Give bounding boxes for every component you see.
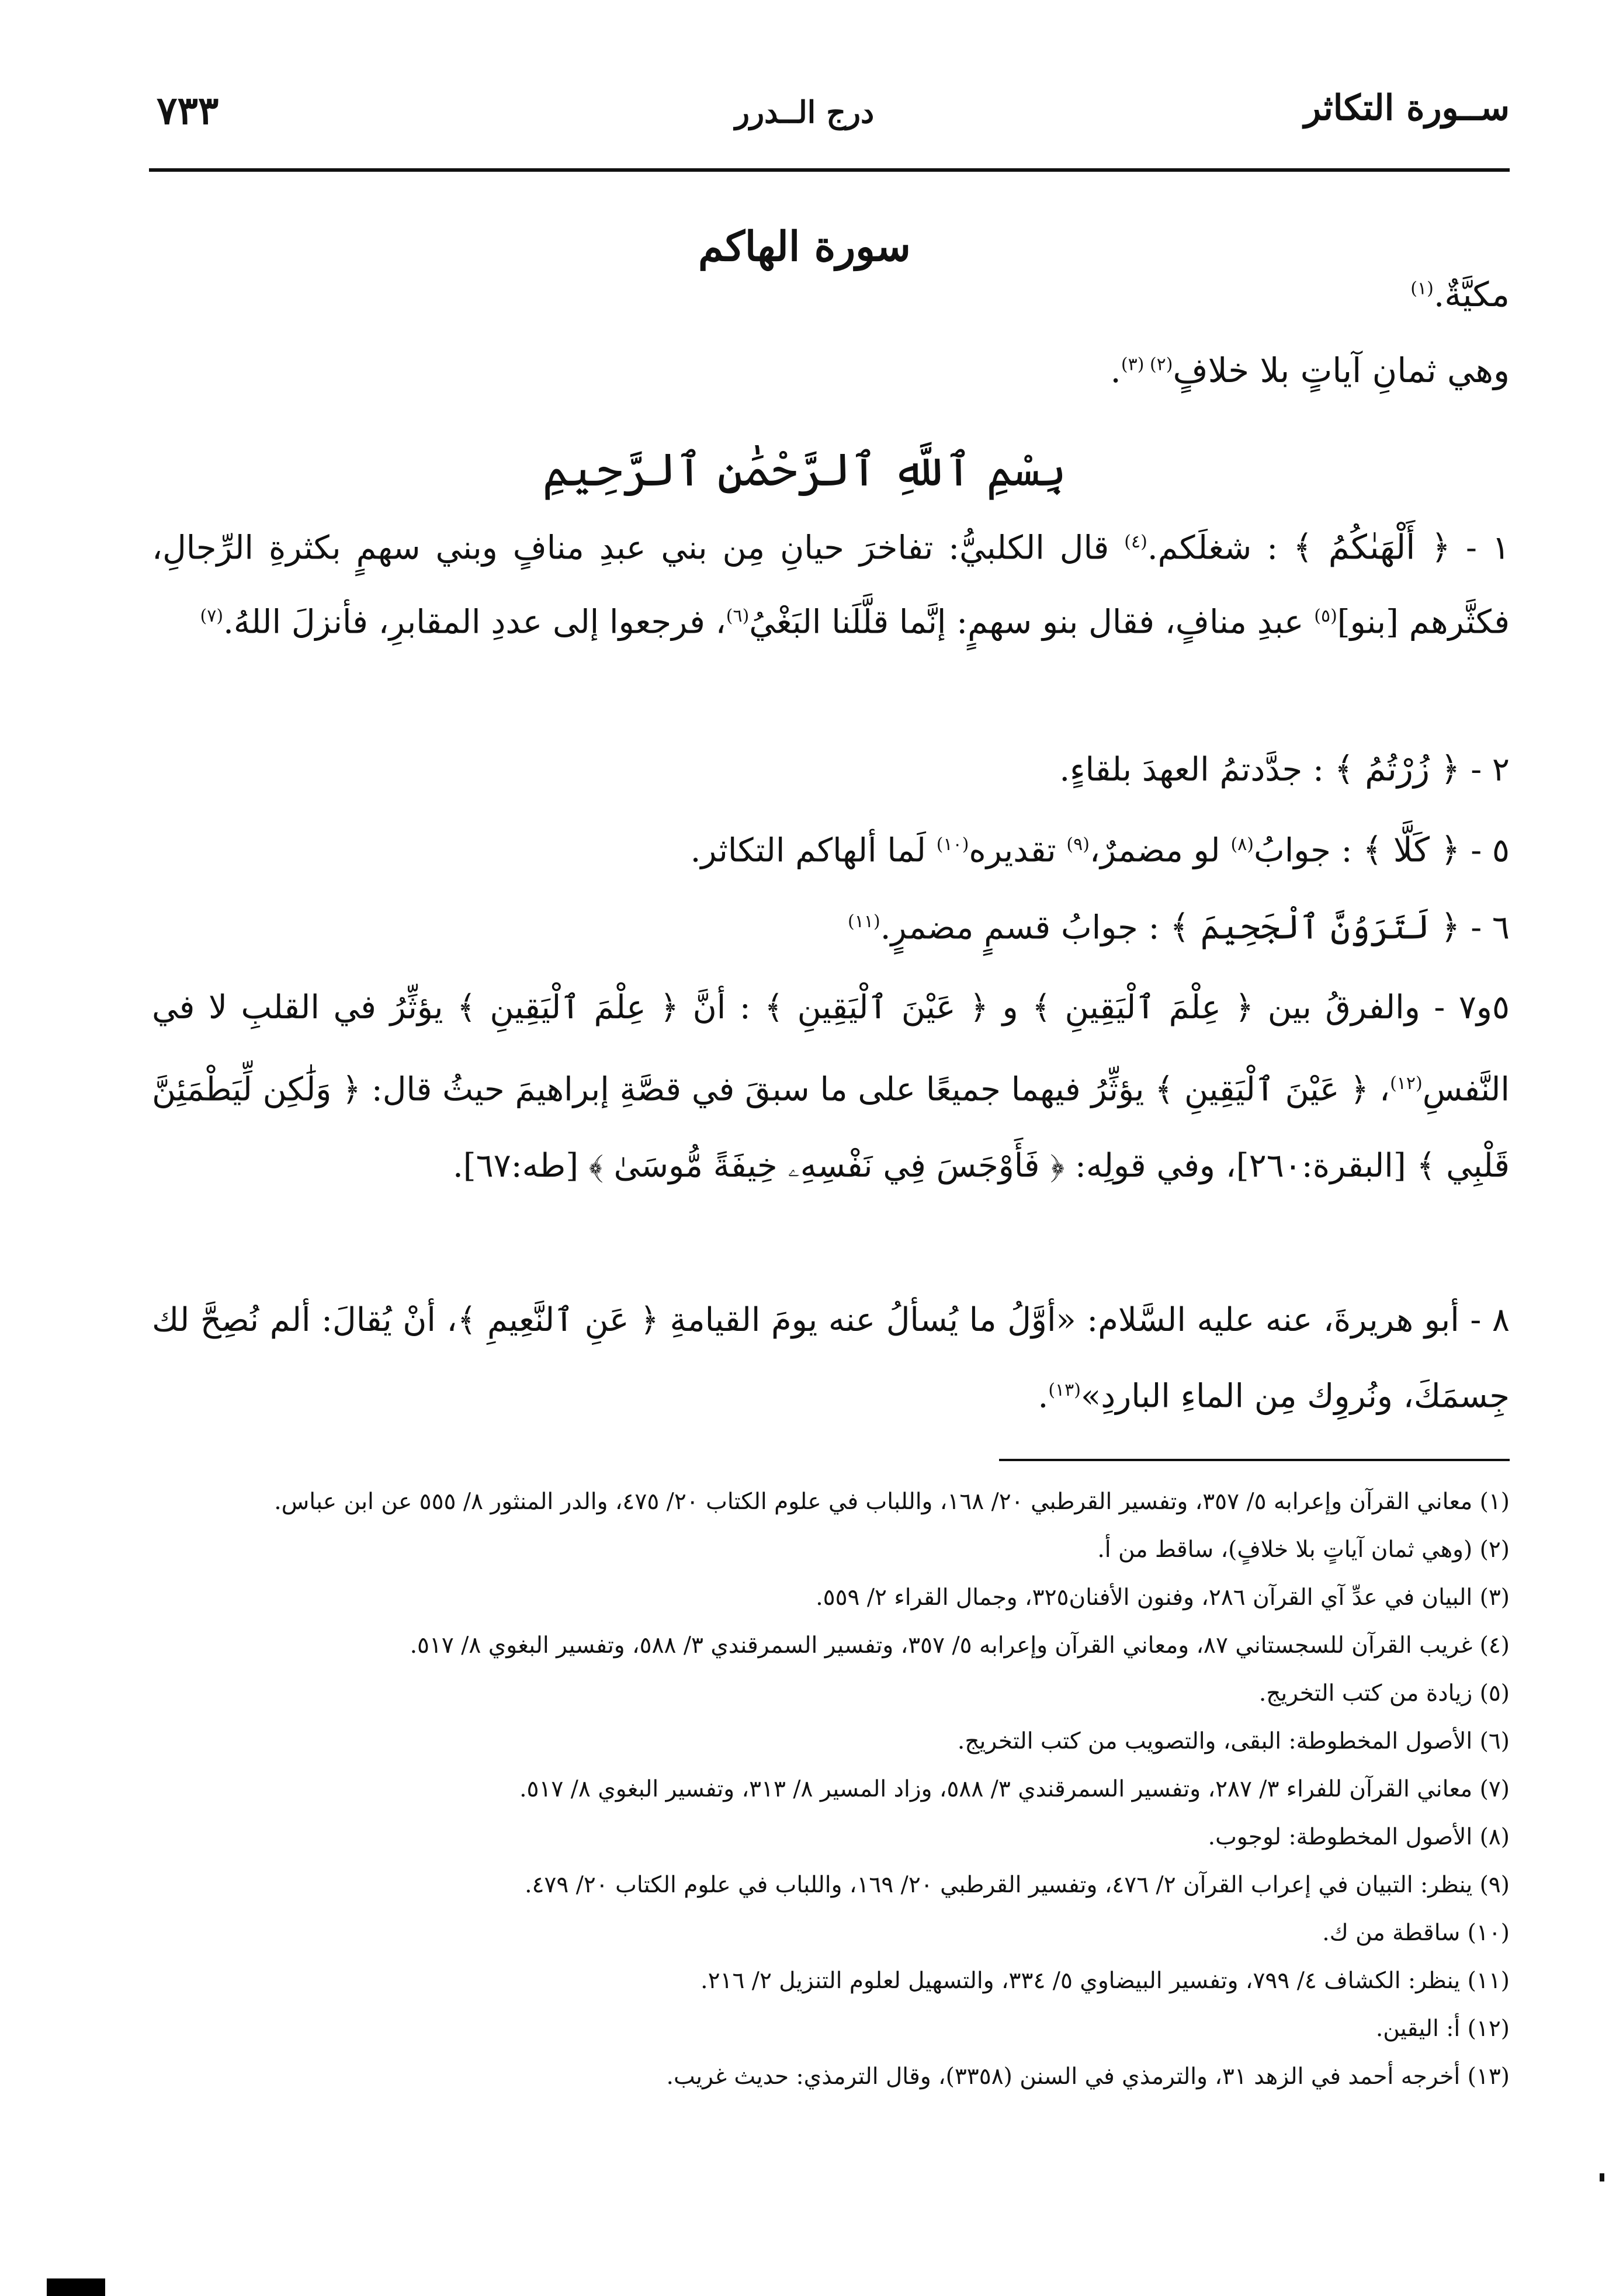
scan-speck	[1600, 2173, 1604, 2181]
verse-number: ٦ -	[1471, 908, 1510, 947]
verse-number: ٢ -	[1471, 751, 1510, 789]
footnote-ref: (٥)	[1314, 605, 1337, 626]
commentary-verse-5	[152, 811, 1510, 885]
footnote: (٩) ينظر: التبيان في إعراب القرآن ٢/ ٤٧٦، وتفسير القرطبي ٢٠/ ١٦٩، واللباب في علوم الكتاب ٢٠/ ٤٧٩.	[525, 1872, 1510, 1898]
commentary-verse-8	[152, 1285, 1510, 1432]
commentary-verses-5-7	[152, 970, 1510, 1204]
commentary-verse-6	[152, 888, 1510, 962]
commentary-text: لَما ألهاكم التكاثر.	[690, 831, 926, 870]
footnote-ref: (٢) (٣)	[1121, 354, 1173, 375]
commentary-text: والفرقُ بين ﴿ عِلْمَ ٱلْيَقِينِ ﴾ و ﴿ عَيْنَ ٱلْيَقِينِ ﴾ : أنَّ ﴿ عِلْمَ ٱلْيَقِينِ ﴾ يؤثِّرُ في القلبِ لا في النَّفسِ	[152, 989, 1510, 1109]
quran-verse: ﴿ أَلْهَىٰكُمُ ﴾	[1293, 527, 1451, 567]
verse-number: ١ -	[1466, 529, 1510, 567]
verse-number: ٥و٧ -	[1434, 989, 1510, 1026]
intro-line-verses: وهي ثمانِ آياتٍ بلا خلافٍ$^{(٢) (٣)}$.	[1110, 351, 1510, 390]
footnote-separator	[999, 1459, 1510, 1461]
commentary-text: : جدَّدتمُ العهدَ بلقاءٍ.	[1059, 751, 1324, 789]
commentary-text: .	[1038, 1377, 1049, 1416]
commentary-text: لو مضمرٌ،	[1089, 831, 1220, 870]
footnote-ref: (١١)	[848, 911, 880, 932]
footnote-ref: (٦)	[726, 605, 750, 626]
footnote: (٣) البيان في عدِّ آي القرآن ٢٨٦، وفنون الأفنان٣٢٥، وجمال القراء ٢/ ٥٥٩.	[816, 1584, 1510, 1611]
intro-text: وهي ثمانِ آياتٍ بلا خلافٍ	[1173, 351, 1510, 390]
footnote-ref: (٩)	[1066, 834, 1090, 855]
footnote-ref: (١٣)	[1048, 1380, 1081, 1400]
footnote-ref: (١)	[1410, 278, 1434, 299]
footnote-ref: (١٠)	[936, 834, 969, 855]
commentary-text: تقديره	[969, 831, 1056, 870]
footnote: (١) معاني القرآن وإعرابه ٥/ ٣٥٧، وتفسير القرطبي ٢٠/ ١٦٨، واللباب في علوم الكتاب ٢٠/ ٤٧٥، والدر المنثور ٨/ ٥٥٥ عن ابن عباس.	[274, 1489, 1510, 1515]
verse-number: ٨ -	[1470, 1301, 1510, 1339]
intro-text: مكيَّةٌ.	[1433, 275, 1510, 314]
running-header-book-title: درج الــدرر	[734, 95, 875, 130]
quran-verse: ﴿ كَلَّا ﴾	[1362, 830, 1461, 870]
header-rule	[149, 168, 1510, 172]
intro-line-makkiyya	[1410, 275, 1510, 314]
footnote-ref: (٨)	[1230, 834, 1254, 855]
page-number: ٧٣٣	[157, 88, 219, 133]
commentary-text: أبو هريرةَ، عنه عليه السَّلام: «أوَّلُ ما يُسألُ عنه يومَ القيامةِ ﴿ عَنِ ٱلنَّعِيمِ ﴾، أنْ يُقالَ: ألم نُصِحَّ لك جِسمَكَ، ونُروِك مِن الماءِ الباردِ»	[152, 1301, 1510, 1416]
basmala: بِسْمِ ٱللَّهِ ٱلرَّحْمَٰنِ ٱلرَّحِيمِ	[542, 444, 1067, 497]
footnote: (٤) غريب القرآن للسجستاني ٨٧، ومعاني القرآن وإعرابه ٥/ ٣٥٧، وتفسير السمرقندي ٣/ ٥٨٨، وتفسير البغوي ٨/ ٥١٧.	[410, 1632, 1510, 1659]
commentary-text: : جوابُ قسمٍ مضمرٍ.	[880, 908, 1160, 947]
footnote: (١١) ينظر: الكشاف ٤/ ٧٩٩، وتفسير البيضاوي ٥/ ٣٣٤، والتسهيل لعلوم التنزيل ٢/ ٢١٦.	[701, 1968, 1510, 1994]
footnote: (٥) زيادة من كتب التخريج.	[1258, 1680, 1510, 1707]
commentary-text: : جوابُ	[1254, 831, 1353, 870]
footnote: (١٣) أخرجه أحمد في الزهد ٣١، والترمذي في السنن (٣٣٥٨)، وقال الترمذي: حديث غريب.	[666, 2063, 1510, 2090]
quran-verse: ﴿ لَتَرَوُنَّ ٱلْجَحِيمَ ﴾	[1170, 907, 1461, 947]
footnote: (٦) الأصول المخطوطة: البقى، والتصويب من كتب التخريج.	[957, 1728, 1510, 1754]
commentary-text: عبدِ منافٍ، فقال بنو سهمٍ: إنَّما قلَّلَنا البَغْيُ	[749, 603, 1304, 641]
footnote: (١٠) ساقطة من ك.	[1322, 1920, 1510, 1946]
footnote-ref: (٤)	[1124, 532, 1147, 552]
footnote: (٧) معاني القرآن للفراء ٣/ ٢٨٧، وتفسير السمرقندي ٣/ ٥٨٨، وزاد المسير ٨/ ٣١٣، وتفسير البغوي ٨/ ٥١٧.	[519, 1776, 1510, 1802]
quran-verse: ﴿ زُرْتُمُ ﴾	[1334, 749, 1461, 789]
footnotes	[149, 1478, 1510, 2101]
scan-edge-mark	[47, 2278, 105, 2296]
footnote: (٢) (وهي ثمان آياتٍ بلا خلافٍ)، ساقط من أ.	[1097, 1537, 1510, 1563]
commentary-text: : شغلَكم.	[1147, 529, 1278, 567]
commentary-text: ، ﴿ عَيْنَ ٱلْيَقِينِ ﴾ يؤثِّرُ فيهما جميعًا على ما سبقَ في قصَّةِ إبراهيمَ حيثُ قال: ﴿ وَلَٰكِن لِّيَطْمَئِنَّ قَلْبِي ﴾ [البقرة:٢٦٠]، وفي قولِه: ﴿ فَأَوْجَسَ فِي نَفْسِهِۦ خِيفَةً مُّوسَىٰ ﴾ [طه:٦٧].	[152, 1070, 1510, 1185]
commentary-text: ، فرجعوا إلى عددِ المقابرِ، فأنزلَ اللهُ.	[223, 603, 726, 641]
surah-title: سورة الهاكم	[698, 222, 911, 270]
commentary-text: قال الكلبيُّ: تفاخرَ حيانِ مِن بني عبدِ منافٍ وبني سهمٍ بكثرةِ الرِّجالِ، فكثَّرهم [بنو]	[152, 529, 1510, 641]
commentary-verse-2	[152, 735, 1510, 804]
verse-number: ٥ -	[1471, 831, 1510, 870]
footnote: (١٢) أ: اليقين.	[1375, 2016, 1510, 2042]
footnote-ref: (٧)	[200, 605, 224, 626]
commentary-verse-1	[152, 508, 1510, 656]
footnote-ref: (١٢)	[1390, 1073, 1423, 1094]
running-header-surah: ســورة التكاثر	[1303, 88, 1510, 129]
footnote: (٨) الأصول المخطوطة: لوجوب.	[1208, 1824, 1510, 1850]
